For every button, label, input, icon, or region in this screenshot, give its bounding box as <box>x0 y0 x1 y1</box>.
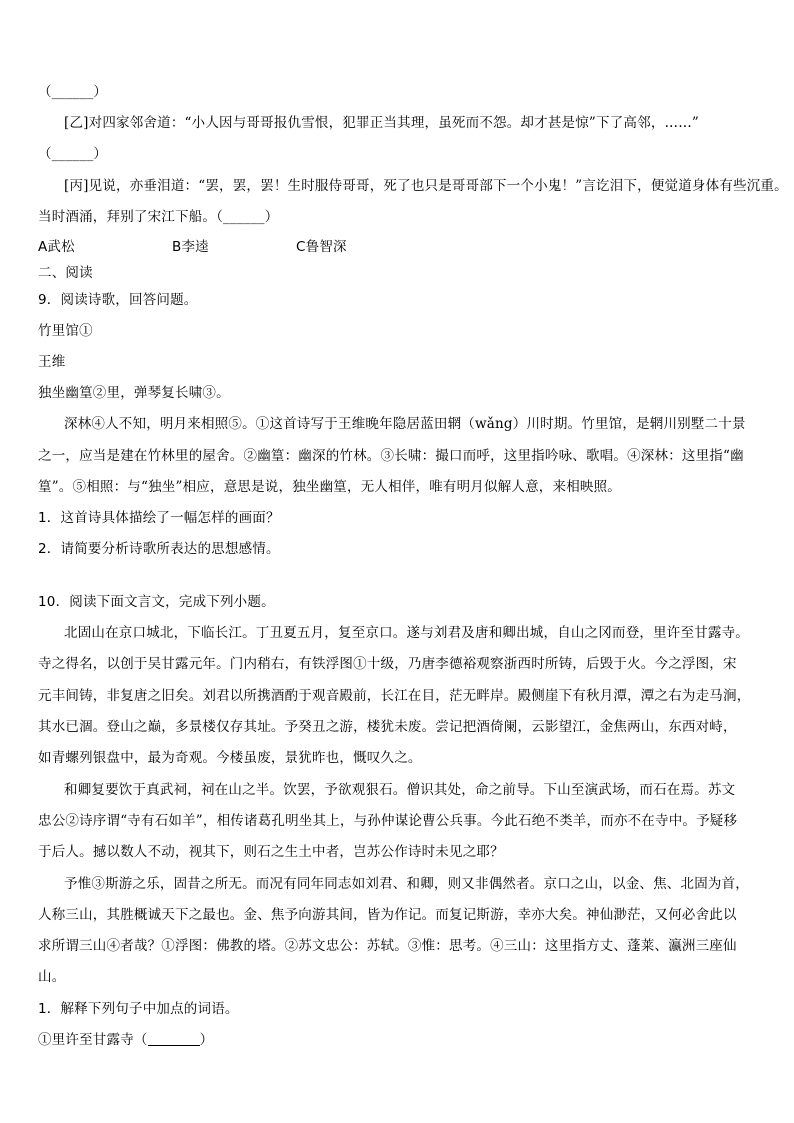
section-heading: 二、阅读 <box>38 265 93 281</box>
question-10-sub-1: 1．解释下列句子中加点的词语。 <box>38 1001 239 1017</box>
wenyan-p2-line-1: 和卿复要饮于真武祠，祠在山之半。饮罢，予欲观狠石。僧识其处，命之前导。下山至演武场，而石在焉。苏文 <box>64 782 736 798</box>
question-9-sub-2: 2．请简要分析诗歌所表达的思想感情。 <box>38 541 280 557</box>
passage-yi-line: [乙]对四家邻舍道：“小人因与哥哥报仇雪恨，犯罪正当其理，虽死而不怨。却才甚是惊”下了高邻，……” <box>64 115 700 131</box>
wenyan-p3-line-3: 求所谓三山④者哉？①浮图：佛教的塔。②苏文忠公：苏轼。③惟：思考。④三山：这里指方丈、蓬莱、瀛洲三座仙 <box>38 938 737 954</box>
poem-notes-line-1: 深林④人不知，明月来相照⑤。①这首诗写于王维晚年隐居蓝田辋（wǎng）川时期。竹里馆，是辋川别墅二十景 <box>64 416 746 432</box>
wenyan-p3-line-1: 予惟③斯游之乐，固昔之所无。而况有同年同志如刘君、和卿，则又非偶然者。京口之山，以金、焦、北固为首， <box>64 876 749 892</box>
item-1-close-paren: ） <box>199 1032 214 1048</box>
option-b[interactable]: B李逵 <box>172 239 209 255</box>
question-10-title: 10．阅读下面文言文，完成下列小题。 <box>38 594 275 610</box>
wenyan-p1-line-5: 如青螺列银盘中，最为奇观。今楼虽废，景犹昨也，慨叹久之。 <box>38 750 422 766</box>
wenyan-p1-line-4: 其水已涸。登山之巅，多景楼仅存其址。予癸丑之游，楼犹未废。尝记把酒倚阑，云影望江，金焦两山，东西对峙， <box>38 719 737 735</box>
wenyan-p3-line-4: 山。 <box>38 969 66 985</box>
answer-blank-line[interactable] <box>148 1031 200 1046</box>
wenyan-p2-line-3: 于后人。撼以数人不动，视其下，则石之生土中者，岂苏公作诗时未见之耶？ <box>38 844 504 860</box>
item-1-text: ①里许至甘露寺（ <box>38 1032 148 1048</box>
poem-title: 竹里馆① <box>38 323 93 339</box>
answer-blank-2[interactable]: （______） <box>38 146 108 162</box>
wenyan-p1-line-3: 元丰间铸，非复唐之旧矣。刘君以所携酒酌于观音殿前，长江在目，茫无畔岸。殿侧崖下有秋月潭，潭之右为走马涧， <box>38 688 751 704</box>
option-c[interactable]: C鲁智深 <box>296 239 347 255</box>
wenyan-p1-line-1: 北固山在京口城北，下临长江。丁丑夏五月，复至京口。遂与刘君及唐和卿出城，自山之冈而登，里许至甘露寺。 <box>64 625 749 641</box>
wenyan-p1-line-2: 寺之得名，以创于吴甘露元年。门内稍右，有铁浮图①十级，乃唐李德裕观察浙西时所铸，后毁于火。今之浮图，宋 <box>38 656 737 672</box>
passage-bing-line-1: [丙]见说，亦垂泪道：“罢，罢，罢！生时服侍哥哥，死了也只是哥哥部下一个小鬼！”言讫泪下，便觉道身体有些沉重。 <box>64 178 788 194</box>
option-a[interactable]: A武松 <box>38 239 75 255</box>
wenyan-p2-line-2: 忠公②诗序谓“寺有石如羊”，相传诸葛孔明坐其上，与孙仲谋论曹公兵事。今此石绝不类羊，而亦不在寺中。予疑移 <box>38 813 738 829</box>
question-9-sub-1: 1．这首诗具体描绘了一幅怎样的画面？ <box>38 510 280 526</box>
poem-notes-line-3: 篁”。⑤相照：与“独坐”相应，意思是说，独坐幽篁，无人相伴，唯有明月似解人意，来相映照。 <box>38 479 622 495</box>
passage-bing-line-2: 当时酒涌，拜别了宋江下船。（______） <box>38 209 279 225</box>
question-9-title: 9．阅读诗歌，回答问题。 <box>38 292 198 308</box>
options-row <box>38 237 758 257</box>
wenyan-p3-line-2: 人称三山，其胜概诚天下之最也。金、焦予向游其间，皆为作记。而复记斯游，幸亦大矣。神仙渺茫，又何必舍此以 <box>38 907 737 923</box>
answer-blank-1[interactable]: （______） <box>38 84 108 100</box>
poem-author: 王维 <box>38 354 66 370</box>
poem-line-1: 独坐幽篁②里，弹琴复长啸③。 <box>38 385 230 401</box>
question-10-sub-1-item-1 <box>38 1030 758 1050</box>
poem-notes-line-2: 之一，应当是建在竹林里的屋舍。②幽篁：幽深的竹林。③长啸：撮口而呼，这里指吟咏、歌唱。④深林：这里指“幽 <box>38 448 744 464</box>
